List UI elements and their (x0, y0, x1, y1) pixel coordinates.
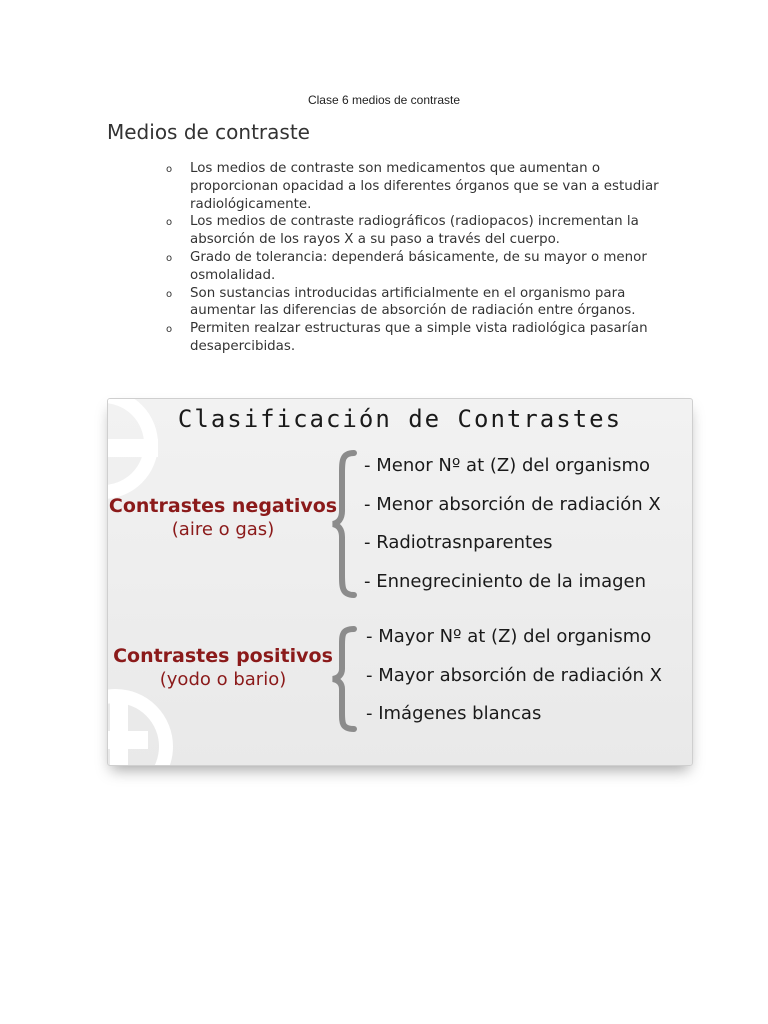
negative-group-label (108, 495, 338, 540)
list-item: - Imágenes blancas (366, 703, 542, 724)
document-header: Clase 6 medios de contraste (307, 93, 461, 107)
bullet-text: Los medios de contraste son medicamentos que aumentan o proporcionan opacidad a los diferentes órganos que se van a estudiar radiológicamente. (190, 161, 659, 212)
list-item: - Radiotrasnparentes (364, 532, 553, 553)
bullet-marker: o (166, 164, 173, 175)
list-item: - Mayor absorción de radiación X (366, 664, 662, 686)
minus-bar-decoration (108, 439, 158, 457)
positive-items (366, 626, 662, 742)
bullet-list (166, 160, 666, 356)
list-item: - Mayor Nº at (Z) del organismo (366, 626, 652, 647)
list-item (166, 160, 666, 213)
list-item: - Ennegreciniento de la imagen (364, 570, 647, 592)
list-item (166, 213, 666, 249)
bullet-text: Permiten realzar estructuras que a simple vista radiológica pasarían desapercibidas. (190, 321, 648, 354)
list-item (166, 285, 666, 321)
bullet-marker: o (166, 324, 173, 336)
bullet-marker: o (166, 252, 173, 264)
positive-group-label (108, 645, 338, 690)
list-item: - Menor absorción de radiación X (364, 493, 661, 515)
positive-subtitle: (yodo o bario) (159, 669, 287, 690)
brace-icon (330, 449, 360, 599)
classification-figure (107, 398, 693, 766)
positive-title: Contrastes positivos (113, 645, 333, 667)
negative-title: Contrastes negativos (108, 495, 338, 517)
negative-items (364, 455, 661, 609)
list-item (166, 249, 666, 285)
brace-icon (330, 625, 360, 733)
page-heading: Medios de contraste (107, 120, 310, 144)
figure-title: Clasificación de Contrastes (177, 405, 623, 433)
list-item (166, 320, 666, 356)
negative-subtitle: (aire o gas) (171, 519, 275, 540)
bullet-text: Son sustancias introducidas artificialmente en el organismo para aumentar las diferencias de absorción de radiación entre órganos. (190, 285, 636, 319)
bullet-marker: o (166, 288, 173, 300)
list-item: - Menor Nº at (Z) del organismo (364, 455, 651, 476)
plus-horizontal-decoration (107, 731, 148, 749)
bullet-text: Grado de tolerancia: dependerá básicamente, de su mayor o menor osmolalidad. (190, 249, 647, 283)
bullet-text: Los medios de contraste radiográficos (radiopacos) incrementan la absorción de los rayos X a su paso a través del cuerpo. (190, 214, 639, 248)
bullet-marker: o (166, 217, 173, 229)
